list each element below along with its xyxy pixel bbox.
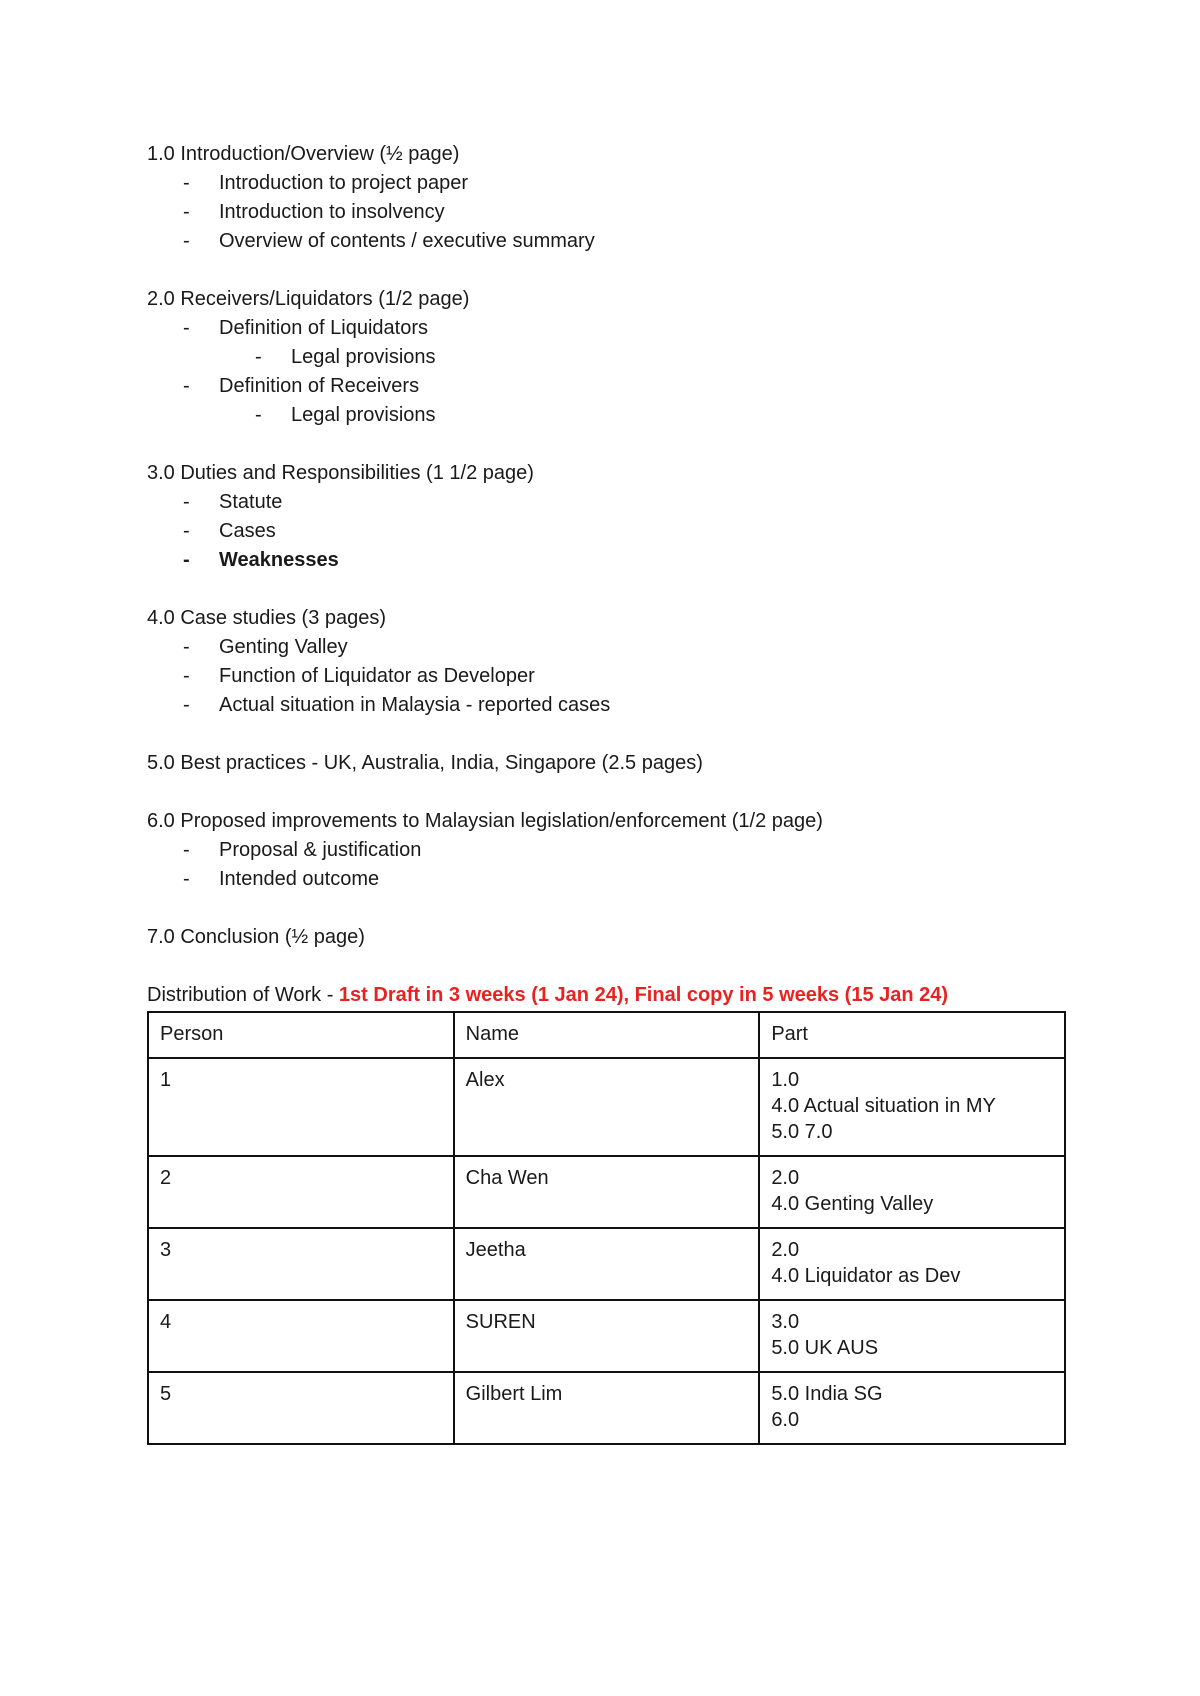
distribution-table <box>147 1011 1066 1445</box>
section-heading: 2.0 Receivers/Liquidators (1/2 page) <box>147 288 470 310</box>
cell-person: 3 <box>148 1228 454 1300</box>
list-item-text: Weaknesses <box>219 549 339 571</box>
table-row <box>148 1300 1065 1372</box>
deadline-highlight: 1st Draft in 3 weeks (1 Jan 24), Final copy in 5 weeks (15 Jan 24) <box>338 984 949 1006</box>
list-item <box>147 314 1067 343</box>
list-item <box>147 836 1067 865</box>
list-item-text: Legal provisions <box>291 404 436 426</box>
bullet-dash: - <box>183 172 190 194</box>
column-header-part: Part <box>759 1012 1065 1058</box>
part-line: 5.0 India SG <box>771 1383 883 1405</box>
bullet-dash: - <box>183 201 190 223</box>
table-header-row <box>148 1012 1065 1058</box>
cell-name: Jeetha <box>454 1228 760 1300</box>
list-item <box>147 865 1067 894</box>
table-row <box>148 1058 1065 1156</box>
part-line: 5.0 7.0 <box>771 1121 833 1143</box>
bullet-dash: - <box>183 868 190 890</box>
list-item-text: Intended outcome <box>219 868 380 890</box>
bullet-list <box>147 314 1067 430</box>
bullet-dash: - <box>183 491 190 513</box>
cell-part <box>759 1372 1065 1444</box>
cell-person: 4 <box>148 1300 454 1372</box>
part-line: 2.0 <box>771 1239 800 1261</box>
bullet-dash: - <box>183 230 190 252</box>
list-item-text: Legal provisions <box>291 346 436 368</box>
document-page <box>147 140 1067 1445</box>
part-line: 2.0 <box>771 1167 800 1189</box>
list-item-text: Actual situation in Malaysia - reported cases <box>219 694 611 716</box>
list-item <box>147 633 1067 662</box>
bullet-list <box>147 169 1067 256</box>
cell-name: Gilbert Lim <box>454 1372 760 1444</box>
section-heading: 1.0 Introduction/Overview (½ page) <box>147 143 460 165</box>
bullet-dash: - <box>183 636 190 658</box>
list-item-text: Introduction to insolvency <box>219 201 445 223</box>
part-line: 4.0 Actual situation in MY <box>771 1095 996 1117</box>
cell-part <box>759 1228 1065 1300</box>
table-row <box>148 1156 1065 1228</box>
list-item-text: Genting Valley <box>219 636 348 658</box>
bullet-list <box>147 488 1067 575</box>
bullet-dash: - <box>255 346 262 368</box>
table-row <box>148 1228 1065 1300</box>
cell-person: 2 <box>148 1156 454 1228</box>
cell-person: 5 <box>148 1372 454 1444</box>
cell-part <box>759 1058 1065 1156</box>
cell-name: SUREN <box>454 1300 760 1372</box>
distribution-of-work-line <box>147 981 1067 1010</box>
column-header-person: Person <box>148 1012 454 1058</box>
section-heading: 6.0 Proposed improvements to Malaysian legislation/enforcement (1/2 page) <box>147 810 823 832</box>
cell-part <box>759 1300 1065 1372</box>
part-line: 1.0 <box>771 1069 800 1091</box>
section-best-practices <box>147 749 1067 778</box>
bullet-dash: - <box>183 665 190 687</box>
list-item <box>147 198 1067 227</box>
bullet-dash: - <box>183 694 190 716</box>
sub-list-item <box>147 343 1067 372</box>
part-line: 4.0 Genting Valley <box>771 1193 934 1215</box>
list-item <box>147 227 1067 256</box>
section-heading: 3.0 Duties and Responsibilities (1 1/2 page) <box>147 462 534 484</box>
list-item-text: Function of Liquidator as Developer <box>219 665 535 687</box>
bullet-dash: - <box>183 520 190 542</box>
cell-name: Cha Wen <box>454 1156 760 1228</box>
cell-name: Alex <box>454 1058 760 1156</box>
column-header-name: Name <box>454 1012 760 1058</box>
section-heading: 5.0 Best practices - UK, Australia, India, Singapore (2.5 pages) <box>147 752 703 774</box>
list-item-text: Definition of Receivers <box>219 375 420 397</box>
part-line: 4.0 Liquidator as Dev <box>771 1265 961 1287</box>
section-case-studies <box>147 604 1067 720</box>
bullet-dash: - <box>183 839 190 861</box>
bullet-dash: - <box>183 317 190 339</box>
section-heading: 7.0 Conclusion (½ page) <box>147 926 365 948</box>
part-line: 5.0 UK AUS <box>771 1337 879 1359</box>
cell-part <box>759 1156 1065 1228</box>
list-item-text: Proposal & justification <box>219 839 422 861</box>
list-item <box>147 488 1067 517</box>
list-item <box>147 691 1067 720</box>
bullet-dash: - <box>183 375 190 397</box>
bullet-dash: - <box>183 549 190 571</box>
sub-list-item <box>147 401 1067 430</box>
list-item-text: Introduction to project paper <box>219 172 469 194</box>
table-row <box>148 1372 1065 1444</box>
cell-person: 1 <box>148 1058 454 1156</box>
list-item-text: Statute <box>219 491 283 513</box>
list-item-text: Cases <box>219 520 276 542</box>
section-heading: 4.0 Case studies (3 pages) <box>147 607 387 629</box>
bullet-list <box>147 836 1067 894</box>
distribution-label: Distribution of Work - <box>147 984 339 1006</box>
list-item-text: Definition of Liquidators <box>219 317 429 339</box>
list-item-bold <box>147 546 1067 575</box>
list-item <box>147 662 1067 691</box>
list-item <box>147 517 1067 546</box>
section-proposed-improvements <box>147 807 1067 894</box>
list-item <box>147 372 1067 401</box>
section-conclusion <box>147 923 1067 952</box>
list-item <box>147 169 1067 198</box>
section-duties <box>147 459 1067 575</box>
part-line: 3.0 <box>771 1311 800 1333</box>
part-line: 6.0 <box>771 1409 800 1431</box>
section-receivers-liquidators <box>147 285 1067 430</box>
list-item-text: Overview of contents / executive summary <box>219 230 595 252</box>
bullet-list <box>147 633 1067 720</box>
bullet-dash: - <box>255 404 262 426</box>
section-introduction <box>147 140 1067 256</box>
